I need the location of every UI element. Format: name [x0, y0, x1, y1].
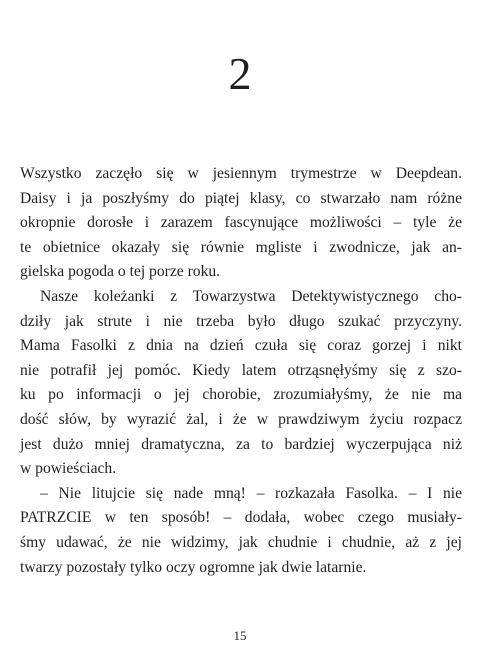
text-line: Wszystko zaczęło się w jesiennym trymestrze w Deepdean. [20, 165, 462, 182]
text-line: gielska pogoda o tej porze roku. [20, 263, 221, 281]
text-line: jest dużo mniej dramatyczna, za to bardziej wyczerpująca niż [20, 435, 462, 453]
text-line: Daisy i ja poszłyśmy do piątej klasy, co stwarzało nam różne [20, 189, 462, 207]
page-number: 15 [233, 628, 247, 643]
text-line: okropnie dorosłe i zarazem fascynujące możliwości – tyle że [20, 214, 462, 232]
text-line: ku po informacji o jej chorobie, zrozumiałyśmy, że nie ma [20, 386, 462, 404]
text-line: Nasze koleżanki z Towarzystwa Detektywistycznego cho- [40, 287, 462, 305]
text-line: PATRZCIE w ten sposób! – dodała, wobec czego musiały- [20, 509, 462, 527]
text-line: twarzy pozostały tylko oczy ogromne jak dwie latarnie. [20, 558, 367, 576]
text-line: nie potrafił jej pomóc. Kiedy latem otrząsnęłyśmy się z szo- [20, 361, 462, 379]
text-line: Mama Fasolki z dnia na dzień czuła się coraz gorzej i nikt [20, 337, 462, 355]
text-line: w powieściach. [20, 460, 117, 478]
text-line: te obietnice okazały się równie mgliste i zwodnicze, jak an- [20, 238, 462, 256]
chapter-body-text [20, 162, 462, 580]
text-line: śmy udawać, że nie widzimy, jak chudnie i chudnie, aż z jej [20, 533, 462, 551]
text-line: dziły jak strute i nie trzeba było długo szukać przyczyny. [20, 312, 462, 330]
text-line: dość słów, by wyrazić żal, i że w prawdziwym życiu rozpacz [20, 410, 462, 428]
text-line: – Nie litujcie się nade mną! – rozkazała Fasolka. – I nie [40, 484, 462, 502]
chapter-number: 2 [228, 48, 252, 99]
